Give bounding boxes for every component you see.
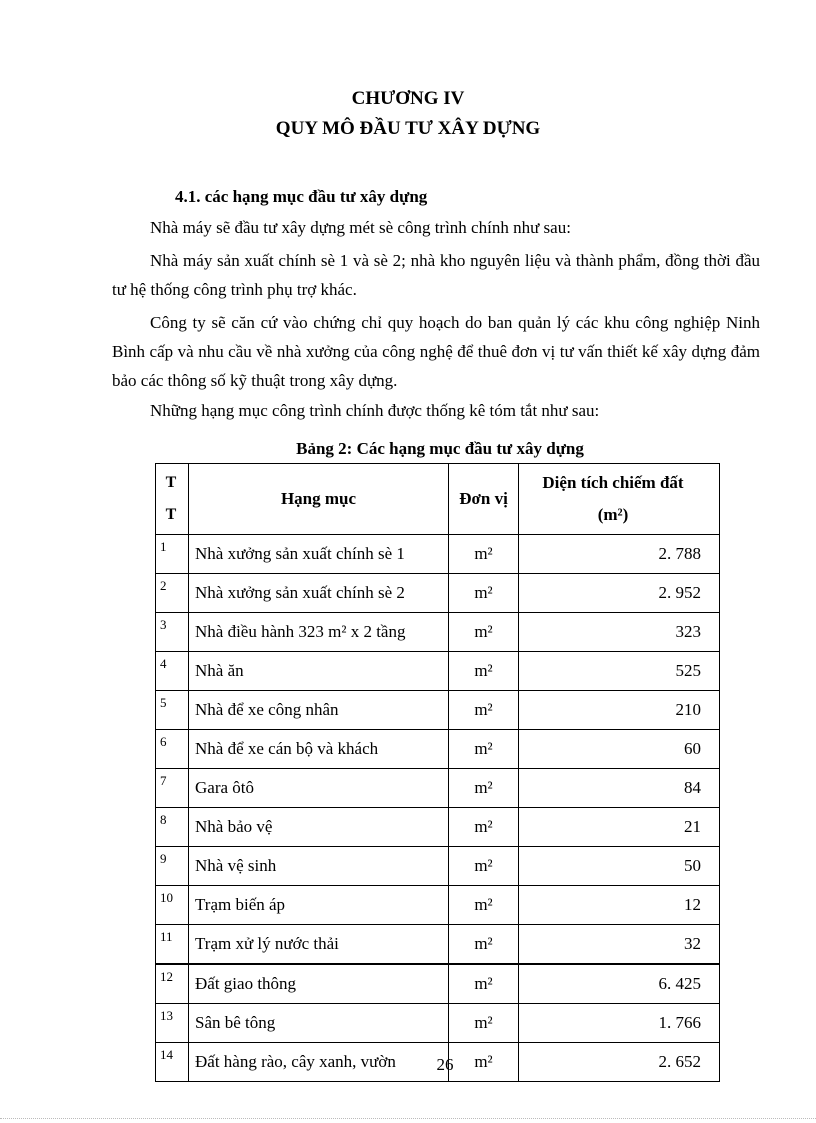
row-number: 12: [156, 964, 189, 1004]
table-row: [156, 652, 720, 691]
row-area: 323: [519, 613, 720, 652]
row-area: 84: [519, 769, 720, 808]
table-header-row: [156, 464, 720, 535]
row-number: 7: [156, 769, 189, 808]
row-number: 5: [156, 691, 189, 730]
row-area: 525: [519, 652, 720, 691]
row-area: 6. 425: [519, 964, 720, 1004]
row-item: Nhà bảo vệ: [189, 808, 449, 847]
paragraph-4: [112, 396, 760, 425]
row-number: 2: [156, 574, 189, 613]
row-area: 32: [519, 925, 720, 965]
table-row: [156, 769, 720, 808]
table-row: [156, 925, 720, 965]
row-item: Nhà xưởng sản xuất chính sè 1: [189, 535, 449, 574]
header-tt: T T: [156, 464, 189, 535]
paragraph-3: [112, 308, 760, 395]
row-item: Gara ôtô: [189, 769, 449, 808]
paragraph-1: [112, 213, 760, 242]
row-item: Đất hàng rào, cây xanh, vườn: [189, 1043, 449, 1082]
row-number: 6: [156, 730, 189, 769]
row-number: 3: [156, 613, 189, 652]
table-row: [156, 613, 720, 652]
row-item: Nhà xưởng sản xuất chính sè 2: [189, 574, 449, 613]
row-area: 2. 952: [519, 574, 720, 613]
header-item: Hạng mục: [189, 464, 449, 535]
row-area: 12: [519, 886, 720, 925]
paragraph-2: [112, 246, 760, 304]
row-unit: m²: [449, 769, 519, 808]
row-unit: m²: [449, 964, 519, 1004]
row-number: 8: [156, 808, 189, 847]
row-area: 2. 652: [519, 1043, 720, 1082]
row-item: Nhà ăn: [189, 652, 449, 691]
row-unit: m²: [449, 730, 519, 769]
table-row: [156, 808, 720, 847]
paragraph-3-text: Công ty sẽ căn cứ vào chứng chỉ quy hoạch do ban quản lý các khu công nghiệp Ninh Bình cấp và nhu cầu về nhà xưởng của công nghệ để thuê đơn vị tư vấn thiết kế xây dựng đảm bảo các thông số kỹ thuật trong xây dựng.: [112, 313, 760, 390]
row-area: 60: [519, 730, 720, 769]
row-number: 14: [156, 1043, 189, 1082]
row-number: 9: [156, 847, 189, 886]
table-row: [156, 535, 720, 574]
row-unit: m²: [449, 652, 519, 691]
table-row: [156, 691, 720, 730]
row-unit: m²: [449, 886, 519, 925]
row-item: Trạm biến áp: [189, 886, 449, 925]
row-item: Nhà vệ sinh: [189, 847, 449, 886]
row-area: 50: [519, 847, 720, 886]
row-number: 1: [156, 535, 189, 574]
table-caption: Bảng 2: Các hạng mục đầu tư xây dựng: [296, 439, 584, 458]
paragraph-4-text: Những hạng mục công trình chính được thống kê tóm tắt như sau:: [150, 401, 600, 420]
row-number: 11: [156, 925, 189, 965]
row-area: 21: [519, 808, 720, 847]
table-row: [156, 574, 720, 613]
row-item: Sân bê tông: [189, 1004, 449, 1043]
table-row: [156, 886, 720, 925]
row-unit: m²: [449, 1004, 519, 1043]
row-unit: m²: [449, 574, 519, 613]
row-unit: m²: [449, 808, 519, 847]
row-number: 4: [156, 652, 189, 691]
chapter-number: CHƯƠNG IV: [351, 88, 465, 109]
chapter-title: QUY MÔ ĐẦU TƯ XÂY DỰNG: [275, 118, 541, 139]
header-unit: Đơn vị: [449, 464, 519, 535]
row-number: 13: [156, 1004, 189, 1043]
row-unit: m²: [449, 535, 519, 574]
row-item: Trạm xử lý nước thải: [189, 925, 449, 965]
row-unit: m²: [449, 847, 519, 886]
row-item: Nhà để xe công nhân: [189, 691, 449, 730]
row-item: Đất giao thông: [189, 964, 449, 1004]
table-row: [156, 964, 720, 1004]
page-number: 26: [436, 1055, 454, 1074]
row-item: Nhà điều hành 323 m² x 2 tầng: [189, 613, 449, 652]
row-unit: m²: [449, 1043, 519, 1082]
paragraph-2-text: Nhà máy sản xuất chính sè 1 và sè 2; nhà kho nguyên liệu và thành phẩm, đồng thời đầu tư hệ thống công trình phụ trợ khác.: [112, 251, 760, 299]
table-row: [156, 730, 720, 769]
row-unit: m²: [449, 613, 519, 652]
row-area: 210: [519, 691, 720, 730]
table-row: [156, 847, 720, 886]
table-row: [156, 1004, 720, 1043]
row-item: Nhà để xe cán bộ và khách: [189, 730, 449, 769]
row-number: 10: [156, 886, 189, 925]
header-area: Diện tích chiếm đất (m²): [519, 464, 720, 535]
row-area: 2. 788: [519, 535, 720, 574]
footer-divider: [0, 1118, 816, 1119]
row-area: 1. 766: [519, 1004, 720, 1043]
construction-items-table: [155, 463, 720, 1082]
row-unit: m²: [449, 925, 519, 965]
paragraph-1-text: Nhà máy sẽ đầu tư xây dựng mét sè công trình chính như sau:: [150, 218, 571, 237]
row-unit: m²: [449, 691, 519, 730]
section-heading: 4.1. các hạng mục đầu tư xây dựng: [175, 187, 428, 206]
